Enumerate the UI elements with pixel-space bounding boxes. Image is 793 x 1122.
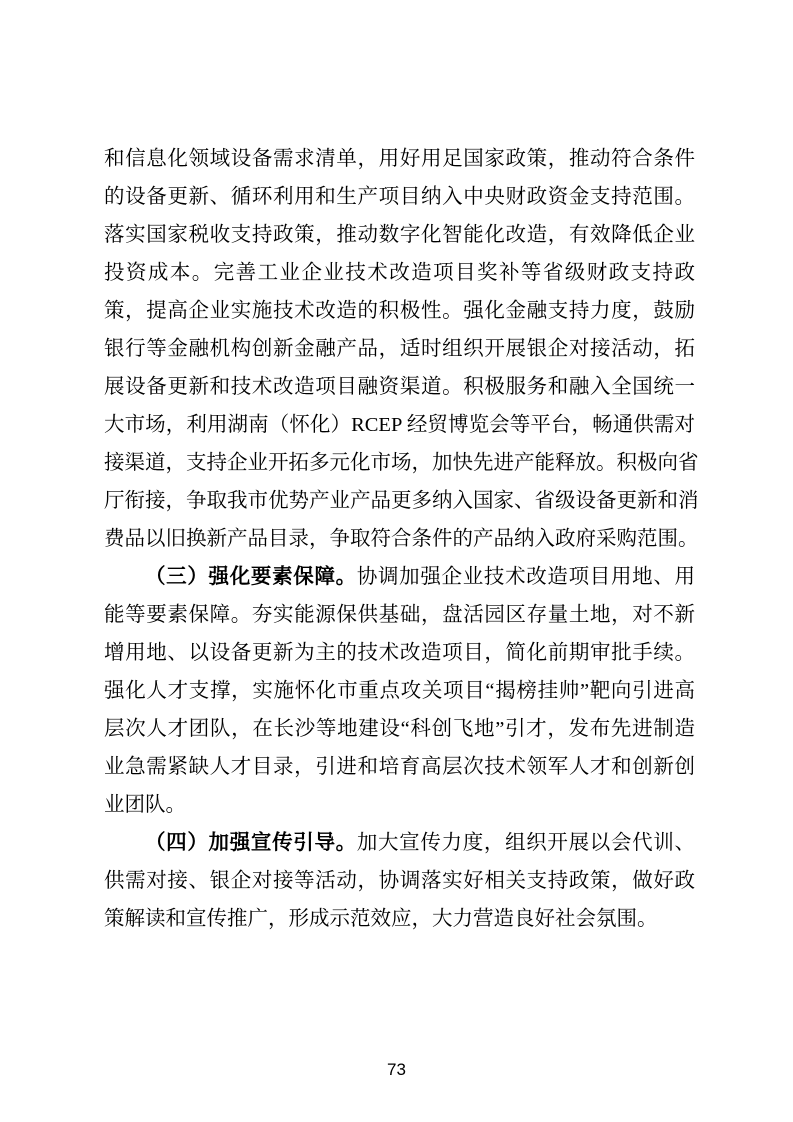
section-heading-run: （三）强化要素保障。 bbox=[145, 566, 357, 588]
text-run: 费品以旧换新产品目录，争取符合条件的产品纳入政府采购范围。 bbox=[104, 528, 699, 550]
text-line bbox=[104, 292, 695, 330]
text-run: 能等要素保障。夯实能源保供基础，盘活园区存量土地，对不新 bbox=[104, 604, 695, 626]
text-line bbox=[104, 444, 699, 482]
text-line bbox=[104, 558, 695, 596]
text-run: 供需对接、银企对接等活动，协调落实好相关支持政策，做好政 bbox=[104, 870, 695, 892]
text-run: 增用地、以设备更新为主的技术改造项目，简化前期审批手续。 bbox=[104, 642, 695, 664]
text-run: 的设备更新、循环利用和生产项目纳入中央财政资金支持范围。 bbox=[104, 186, 695, 208]
text-line bbox=[104, 216, 695, 254]
text-line bbox=[104, 520, 699, 558]
text-run: 银行等金融机构创新金融产品，适时组织开展银企对接活动，拓 bbox=[104, 338, 695, 360]
text-run: 接渠道，支持企业开拓多元化市场，加快先进产能释放。积极向省 bbox=[104, 452, 699, 474]
text-line bbox=[104, 634, 695, 672]
text-line bbox=[104, 900, 695, 938]
page-number: 73 bbox=[387, 1060, 406, 1079]
section-heading-run: （四）加强宣传引导。 bbox=[145, 832, 357, 854]
text-line bbox=[104, 748, 695, 786]
text-line bbox=[104, 824, 695, 862]
text-run: 落实国家税收支持政策，推动数字化智能化改造，有效降低企业 bbox=[104, 224, 695, 246]
text-run: 策解读和宣传推广，形成示范效应，大力营造良好社会氛围。 bbox=[104, 908, 658, 930]
text-line bbox=[104, 862, 695, 900]
text-run: 业急需紧缺人才目录，引进和培育高层次技术领军人才和创新创 bbox=[104, 756, 695, 778]
text-run: 投资成本。完善工业企业技术改造项目奖补等省级财政支持政 bbox=[104, 262, 695, 284]
document-body bbox=[104, 140, 699, 938]
text-line bbox=[104, 482, 699, 520]
text-run: 业团队。 bbox=[104, 794, 186, 816]
text-run: 大市场，利用湖南（怀化）RCEP 经贸博览会等平台，畅通供需对 bbox=[104, 414, 695, 436]
text-line bbox=[104, 178, 695, 216]
text-run: 层次人才团队，在长沙等地建设“科创飞地”引才，发布先进制造 bbox=[104, 718, 695, 740]
text-line bbox=[104, 368, 695, 406]
text-run: 强化人才支撑，实施怀化市重点攻关项目“揭榜挂帅”靶向引进高 bbox=[104, 680, 695, 702]
text-line bbox=[104, 406, 695, 444]
text-run: 加大宣传力度，组织开展以会代训、 bbox=[356, 832, 696, 854]
page-footer bbox=[0, 1060, 793, 1080]
text-line bbox=[104, 710, 695, 748]
text-run: 协调加强企业技术改造项目用地、用 bbox=[356, 566, 696, 588]
text-run: 展设备更新和技术改造项目融资渠道。积极服务和融入全国统一 bbox=[104, 376, 695, 398]
text-line bbox=[104, 596, 695, 634]
text-run: 策，提高企业实施技术改造的积极性。强化金融支持力度，鼓励 bbox=[104, 300, 695, 322]
text-run: 和信息化领域设备需求清单，用好用足国家政策，推动符合条件 bbox=[104, 148, 695, 170]
text-line bbox=[104, 254, 695, 292]
text-line bbox=[104, 140, 695, 178]
text-run: 厅衔接，争取我市优势产业产品更多纳入国家、省级设备更新和消 bbox=[104, 490, 699, 512]
text-line bbox=[104, 672, 695, 710]
text-line bbox=[104, 786, 695, 824]
text-line bbox=[104, 330, 695, 368]
